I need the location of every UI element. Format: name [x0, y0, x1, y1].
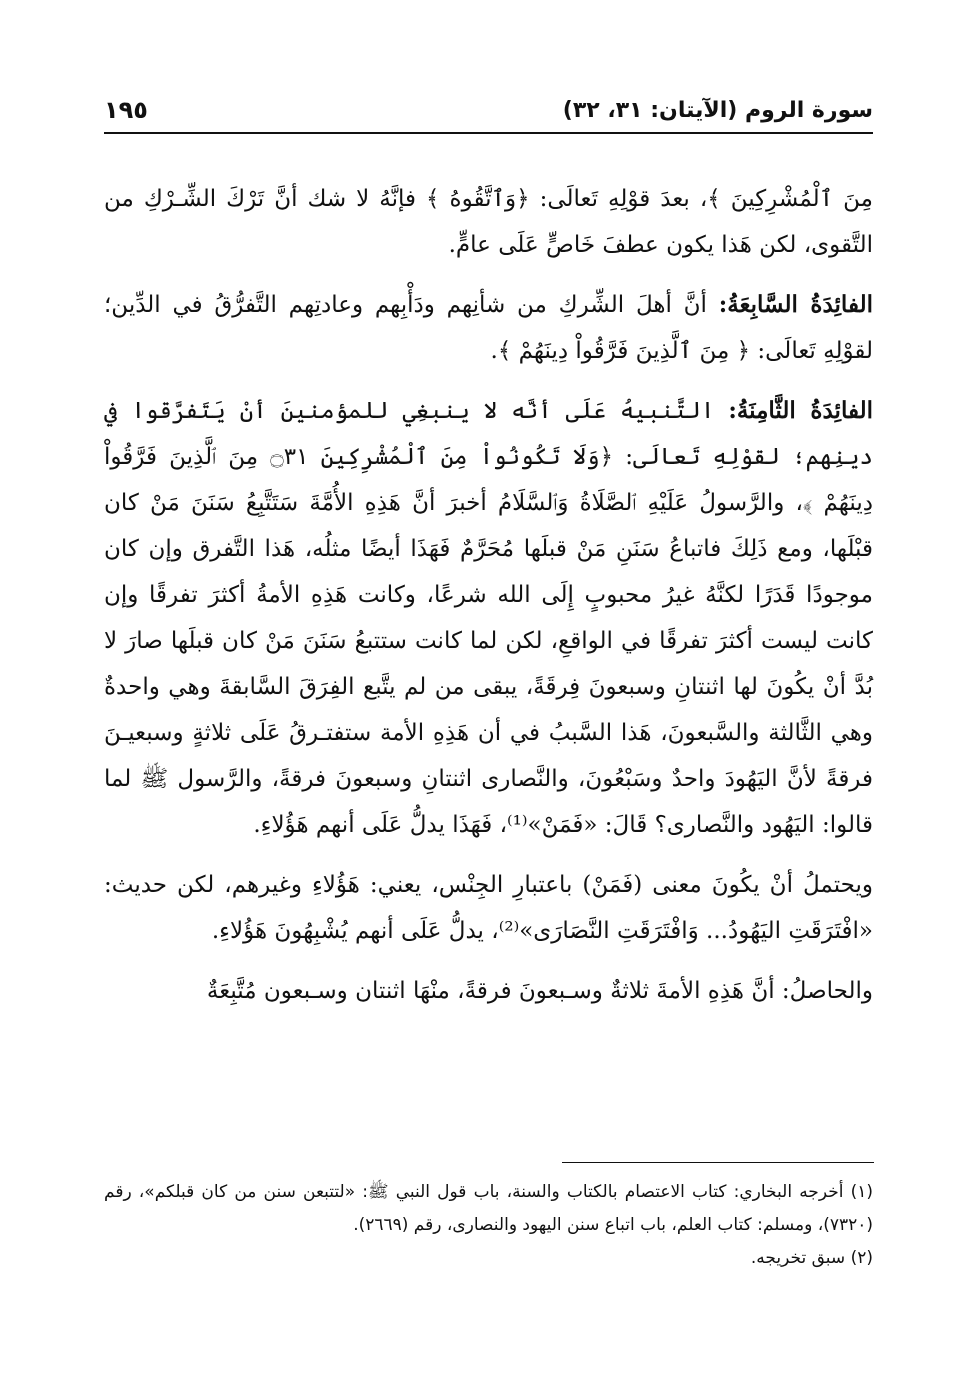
footnote-separator [562, 1162, 874, 1163]
paragraph-4-text: ويحتملُ أنْ يكُونَ معنى (فَمَنْ) باعتبارِ الجِنْس، يعني: هَؤُلاءِ وغيرهم، لكن حديث: «افْتَرَقَتِ اليَهُودُ... وَافْتَرَقَتِ النَّصَارَى»⁽²⁾، يدلُّ عَلَى أنهم يُشْبِهُونَ هَؤُلاءِ. [104, 872, 873, 944]
running-title: سورة الروم (الآيتان: ٣١، ٣٢) [562, 98, 873, 123]
paragraph-3-heading: الفائِدَةُ الثَّامِنَةُ: [728, 397, 873, 424]
paragraph-2-text: أنَّ أهلَ الشِّركِ من شأنِهم ودَأْبِهم وعادتِهم التَّفرُّقُ في الدِّين؛ لقوْلِهِ تَعالَى: ﴿ مِنَ ٱلَّذِينَ فَرَّقُواْ دِينَهُمْ ﴾. [104, 292, 873, 364]
paragraph-5-text: والحاصلُ: أنَّ هَذِهِ الأمةَ ثلاثةٌ وسـبعونَ فرقةً، منْهَا اثنتان وسـبعون مُتَّبِعَةٌ [206, 978, 873, 1004]
paragraph-2 [104, 282, 873, 374]
footnote-2: (٢) سبق تخريجه. [750, 1248, 873, 1268]
page-number: ١٩٥ [104, 96, 148, 124]
paragraph-5 [104, 968, 873, 1014]
paragraph-3-text: التَّنبيهُ عَلَى أنَّه لا ينبغِي للمؤمنينَ أنْ يَتَفرَّقوا في دينِهم؛ لقوْلِهِ تَعالَى: ﴿وَلَا تَكُونُواْ مِنَ ٱلْمُشْرِكِينَ ۝٣١ مِنَ ٱلَّذِينَ فَرَّقُواْ دِينَهُمْ ﴾، والرَّسولُ عَلَيْهِ ٱلصَّلَاةُ وَٱلسَّلَامُ أخبرَ أنَّ هَذِهِ الأُمَّةَ سَتَتَّبِعُ سَنَنَ مَنْ كان قبْلَها، ومع ذَلِكَ فاتباعُ سَنَنِ مَنْ قبلَها مُحَرَّمٌ فَهَذَا أيضًا مثلُه، هَذا التَّفرق وإن كان موجودًا قَدَرًا لكنَّهُ غيرُ محبوبٍ إِلَى الله شرعًا، وكانت هَذِهِ الأمةُ أكثرَ تفرقًا وإن كانت ليست أكثرَ تفرقًا في الواقعِ، لكن لما كانت ستتبعُ سَنَنَ مَنْ كان قبلَها صارَ لا بُدَّ أنْ يكُونَ لها اثنتانِ وسبعونَ فِرقَةً، يبقى من لم يتَّبع الفِرَقَ السَّابقةَ وهي واحدةٌ وهي الثَّالثة والسَّبعونَ، هَذا السَّببُ في أن هَذِهِ الأمة ستفتـرقُ عَلَى ثلاثةٍ وسبعيـنَ فرقةً لأنَّ اليَهُودَ واحدٌ وسَبْعُونَ، والنَّصارى اثنتانِ وسبعونَ فرقةً، والرَّسول ﷺ لما قالوا: اليَهُود والنَّصارى؟ قَالَ: «فَمَنْ»⁽¹⁾، فَهَذَا يدلُّ عَلَى أنهم هَؤُلاءِ. [104, 398, 873, 838]
main-text [104, 176, 873, 1028]
footnote-1: (١) أخرجه البخاري: كتاب الاعتصام بالكتاب والسنة، باب قول النبي ﷺ: «لتتبعن سنن من كان قبلكم»، رقم (٧٣٢٠)، ومسلم: كتاب العلم، باب اتباع سنن اليهود والنصارى، رقم (٢٦٦٩). [104, 1182, 873, 1235]
paragraph-1 [104, 176, 873, 268]
paragraph-3 [104, 388, 873, 848]
footnotes [104, 1176, 873, 1275]
paragraph-2-heading: الفائِدَةُ السَّابِعَةُ: [718, 291, 873, 318]
page-header [104, 92, 873, 134]
paragraph-1-text: مِنَ ٱلْمُشْرِكِينَ ﴾، بعدَ قوْلِهِ تَعالَى: ﴿وَٱتَّقُوهُ ﴾ فإنَّهُ لا شك أنَّ تَرْكَ الشِّـرْكِ من التَّقوى، لكن هَذا يكون عطفَ خَاصٍّ عَلَى عامٍّ. [104, 186, 873, 258]
paragraph-4 [104, 862, 873, 954]
